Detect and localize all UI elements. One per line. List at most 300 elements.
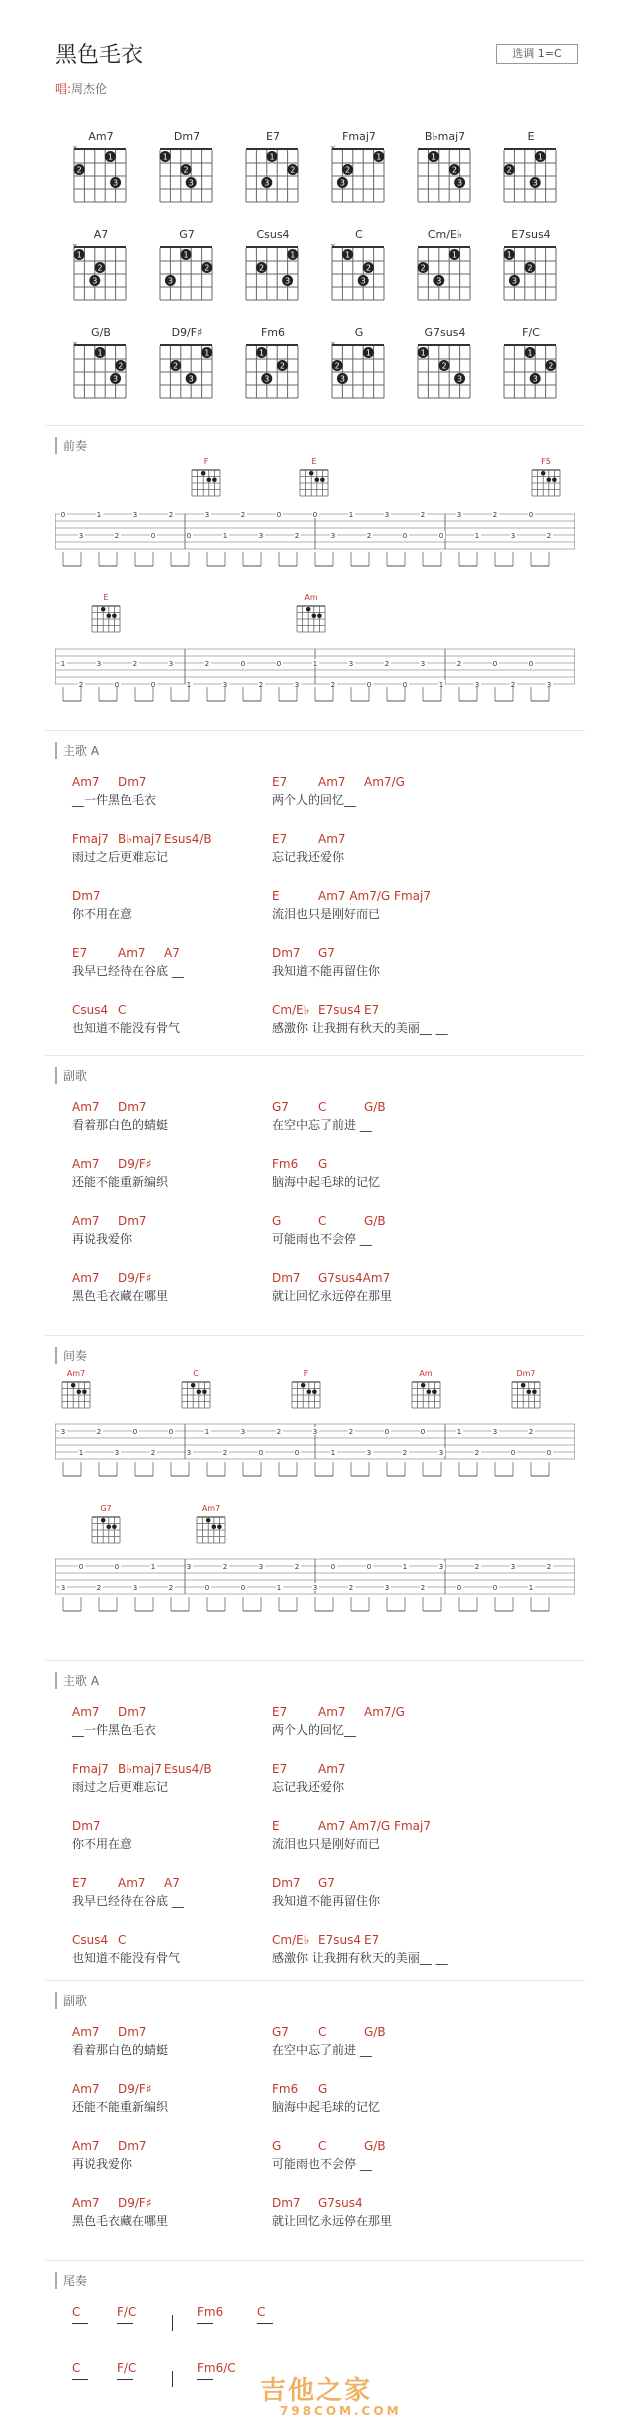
- chord-label[interactable]: E7: [272, 775, 288, 789]
- lyric-line: [72, 1003, 592, 1043]
- mini-fretboard-icon: [190, 468, 222, 498]
- chord-label[interactable]: E7sus4: [318, 1003, 361, 1017]
- chord-label[interactable]: G/B: [364, 1100, 386, 1114]
- lyric-text: 我早已经待在谷底 __: [72, 964, 184, 978]
- mini-fretboard-icon: [195, 1515, 227, 1545]
- svg-text:2: 2: [173, 361, 179, 371]
- lyric-text: 再说我爱你: [72, 1232, 133, 1246]
- chord-label[interactable]: C: [318, 1214, 327, 1228]
- fretboard-icon: [70, 340, 132, 402]
- lyric-line: [72, 832, 592, 872]
- svg-text:3: 3: [420, 660, 426, 668]
- chord-label[interactable]: E7: [364, 1003, 380, 1017]
- chord-label[interactable]: D9/F♯: [118, 1157, 152, 1171]
- chord-label[interactable]: F/C: [117, 2305, 137, 2319]
- svg-text:3: 3: [188, 178, 194, 188]
- svg-text:0: 0: [150, 681, 156, 689]
- fretboard-icon: [500, 242, 562, 304]
- mini-chord-diagram: [410, 1369, 442, 1414]
- chord-diagram[interactable]: [320, 326, 398, 410]
- chord-name: G/B: [91, 326, 111, 339]
- chord-diagram[interactable]: [320, 228, 398, 312]
- mini-chord-name: Am7: [201, 1504, 221, 1513]
- chord-label[interactable]: Fmaj7: [72, 1762, 109, 1776]
- chord-label[interactable]: G: [272, 1214, 282, 1228]
- svg-text:1: 1: [420, 348, 426, 358]
- svg-text:1: 1: [438, 681, 444, 689]
- chord-label[interactable]: E: [272, 889, 280, 903]
- svg-text:1: 1: [451, 250, 457, 260]
- svg-text:1: 1: [290, 250, 296, 260]
- chord-label[interactable]: Am7: [72, 2025, 100, 2039]
- chord-label[interactable]: G7: [318, 946, 335, 960]
- tab-staff: [55, 510, 575, 580]
- chord-label[interactable]: Dm7: [118, 1705, 147, 1719]
- svg-text:2: 2: [96, 1584, 102, 1592]
- svg-text:3: 3: [60, 1584, 66, 1592]
- svg-text:2: 2: [168, 511, 174, 519]
- chord-label[interactable]: Am7: [72, 2196, 100, 2210]
- svg-text:2: 2: [150, 1449, 156, 1457]
- chord-label[interactable]: Fm6: [272, 2082, 299, 2096]
- chord-label[interactable]: C: [318, 1100, 327, 1114]
- chord-label[interactable]: Dm7: [118, 1100, 147, 1114]
- svg-text:1: 1: [348, 511, 354, 519]
- svg-text:2: 2: [402, 1449, 408, 1457]
- chord-label[interactable]: G7sus4: [318, 2196, 363, 2210]
- chord-label[interactable]: E7: [272, 1762, 288, 1776]
- lyric-line: [72, 1762, 592, 1802]
- svg-text:3: 3: [366, 1449, 372, 1457]
- svg-text:3: 3: [532, 374, 538, 384]
- chord-label[interactable]: C: [72, 2305, 81, 2319]
- singer-name[interactable]: 周杰伦: [71, 82, 108, 96]
- chord-diagram[interactable]: [234, 228, 312, 312]
- svg-text:3: 3: [132, 511, 138, 519]
- chord-label[interactable]: F/C: [117, 2361, 137, 2375]
- lyric-text: 忘记我还爱你: [272, 850, 345, 864]
- key-select[interactable]: 选调 1=C: [496, 44, 578, 64]
- fretboard-icon: [156, 340, 218, 402]
- chord-label[interactable]: Dm7: [272, 946, 301, 960]
- chord-label[interactable]: E7sus4: [318, 1933, 361, 1947]
- mini-chord-diagram: [290, 1369, 322, 1414]
- lyric-text: __一件黑色毛衣: [72, 1723, 157, 1737]
- chord-label[interactable]: Esus4/B: [164, 1762, 212, 1776]
- svg-text:3: 3: [113, 178, 119, 188]
- chord-label[interactable]: D9/F♯: [118, 1271, 152, 1285]
- chord-label[interactable]: Dm7: [118, 2139, 147, 2153]
- svg-text:3: 3: [438, 1449, 444, 1457]
- mini-chord-diagram: [530, 457, 562, 502]
- chord-label[interactable]: Dm7: [272, 2196, 301, 2210]
- lyric-text: 感激你 让我拥有秋天的美丽__ __: [272, 1951, 448, 1965]
- beat-dash: [197, 2323, 213, 2324]
- svg-text:3: 3: [532, 178, 538, 188]
- svg-text:2: 2: [76, 165, 82, 175]
- chord-diagram[interactable]: [320, 130, 398, 214]
- chord-diagram[interactable]: [62, 130, 140, 214]
- chord-label[interactable]: D9/F♯: [118, 2082, 152, 2096]
- chord-diagram[interactable]: [148, 130, 226, 214]
- chord-label[interactable]: B♭maj7: [118, 832, 162, 846]
- svg-text:2: 2: [420, 511, 426, 519]
- chord-label[interactable]: E7: [364, 1933, 380, 1947]
- tab-staff-lines: [55, 1420, 575, 1490]
- mini-chord-diagram: [510, 1369, 542, 1414]
- svg-text:3: 3: [456, 511, 462, 519]
- svg-text:3: 3: [188, 374, 194, 384]
- svg-text:2: 2: [345, 165, 351, 175]
- chord-diagram[interactable]: [406, 326, 484, 410]
- beat-dash: [72, 2323, 88, 2324]
- chord-diagram[interactable]: [492, 130, 570, 214]
- svg-text:1: 1: [107, 152, 113, 162]
- lyric-text: 两个人的回忆__: [272, 793, 357, 807]
- lyric-text: 雨过之后更难忘记: [72, 1780, 169, 1794]
- beat-dash: [117, 2323, 133, 2324]
- chord-label[interactable]: Csus4: [72, 1933, 109, 1947]
- svg-text:3: 3: [186, 1563, 192, 1571]
- svg-text:2: 2: [96, 1428, 102, 1436]
- chord-name: Csus4: [256, 228, 290, 241]
- tab-staff: [55, 1420, 575, 1490]
- svg-text:1: 1: [222, 532, 228, 540]
- chord-label[interactable]: C: [318, 2139, 327, 2153]
- svg-text:2: 2: [546, 1563, 552, 1571]
- chord-label[interactable]: G: [272, 2139, 282, 2153]
- svg-text:3: 3: [258, 532, 264, 540]
- chord-label[interactable]: C: [118, 1933, 127, 1947]
- svg-text:3: 3: [186, 1449, 192, 1457]
- fretboard-icon: [500, 340, 562, 402]
- mini-chord-name: E: [103, 593, 109, 602]
- lyric-line: [72, 1933, 592, 1973]
- mini-fretboard-icon: [90, 604, 122, 634]
- svg-text:2: 2: [546, 532, 552, 540]
- chord-label[interactable]: Am7: [72, 775, 100, 789]
- mini-chord-diagram: [60, 1369, 92, 1414]
- svg-text:3: 3: [92, 276, 98, 286]
- chord-label[interactable]: Dm7: [118, 1214, 147, 1228]
- svg-text:0: 0: [186, 532, 192, 540]
- svg-text:1: 1: [259, 348, 265, 358]
- fretboard-icon: [328, 242, 390, 304]
- singer-line: [55, 80, 107, 97]
- chord-label[interactable]: G/B: [364, 1214, 386, 1228]
- lyric-text: 再说我爱你: [72, 2157, 133, 2171]
- tab-staff-lines: [55, 1555, 575, 1625]
- chord-label[interactable]: Fm6/C: [197, 2361, 236, 2375]
- chord-label[interactable]: D9/F♯: [118, 2196, 152, 2210]
- chord-name: G7sus4: [424, 326, 466, 339]
- svg-text:×: ×: [330, 340, 336, 348]
- lyric-line: [72, 889, 592, 929]
- svg-text:3: 3: [264, 374, 270, 384]
- mini-chord-diagram: [298, 457, 330, 502]
- chord-diagram[interactable]: [62, 228, 140, 312]
- fretboard-icon: [414, 242, 476, 304]
- svg-text:3: 3: [78, 532, 84, 540]
- svg-text:0: 0: [114, 1563, 120, 1571]
- chord-label[interactable]: Fm6: [197, 2305, 224, 2319]
- chord-diagram[interactable]: [148, 228, 226, 312]
- chord-label[interactable]: Cm/E♭: [272, 1003, 310, 1017]
- divider: [45, 1335, 585, 1336]
- lyric-text: 可能雨也不会停 __: [272, 1232, 372, 1246]
- svg-text:0: 0: [240, 1584, 246, 1592]
- bar-line: [172, 2371, 173, 2387]
- tab-staff: [55, 1555, 575, 1625]
- svg-text:3: 3: [330, 532, 336, 540]
- svg-text:3: 3: [294, 681, 300, 689]
- chord-label[interactable]: C: [118, 1003, 127, 1017]
- section-chorus: 副歌: [55, 1067, 87, 1084]
- chord-label[interactable]: Am7: [72, 1214, 100, 1228]
- lyric-text: 忘记我还爱你: [272, 1780, 345, 1794]
- svg-text:1: 1: [527, 348, 533, 358]
- chord-label[interactable]: Esus4/B: [164, 832, 212, 846]
- chord-label[interactable]: Am7/G: [364, 775, 405, 789]
- chord-label[interactable]: Am7: [72, 1157, 100, 1171]
- tab-staff-lines: [55, 510, 575, 580]
- chord-label[interactable]: G7: [318, 1876, 335, 1890]
- chord-label[interactable]: G/B: [364, 2025, 386, 2039]
- fretboard-icon: [414, 144, 476, 206]
- mini-chord-name: G7: [100, 1504, 112, 1513]
- svg-text:2: 2: [276, 1428, 282, 1436]
- chord-label[interactable]: Am7: [118, 1876, 146, 1890]
- chord-diagram[interactable]: [406, 130, 484, 214]
- svg-text:3: 3: [285, 276, 291, 286]
- svg-text:0: 0: [150, 532, 156, 540]
- svg-text:2: 2: [528, 1428, 534, 1436]
- chord-label[interactable]: Dm7: [72, 1819, 101, 1833]
- lyric-line: [72, 1214, 592, 1254]
- lyric-text: 还能不能重新编织: [72, 2100, 169, 2114]
- chord-label[interactable]: Csus4: [72, 1003, 109, 1017]
- chord-label[interactable]: G: [318, 2082, 328, 2096]
- svg-text:2: 2: [506, 165, 512, 175]
- mini-chord-name: Am7: [66, 1369, 86, 1378]
- lyric-text: 看着那白色的蜻蜓: [72, 2043, 169, 2057]
- svg-text:3: 3: [457, 374, 463, 384]
- mini-fretboard-icon: [290, 1380, 322, 1410]
- svg-text:2: 2: [348, 1428, 354, 1436]
- svg-text:2: 2: [548, 361, 554, 371]
- chord-label[interactable]: C: [257, 2305, 266, 2319]
- chord-label[interactable]: C: [72, 2361, 81, 2375]
- svg-text:2: 2: [366, 532, 372, 540]
- chord-label[interactable]: G: [318, 1157, 328, 1171]
- chord-label[interactable]: Am7: [72, 2082, 100, 2096]
- svg-text:1: 1: [330, 1449, 336, 1457]
- chord-label[interactable]: Dm7: [118, 2025, 147, 2039]
- chord-label[interactable]: Am7: [318, 832, 346, 846]
- chord-label[interactable]: Am7: [118, 946, 146, 960]
- svg-text:2: 2: [474, 1449, 480, 1457]
- mini-fretboard-icon: [298, 468, 330, 498]
- svg-text:2: 2: [294, 1563, 300, 1571]
- svg-text:0: 0: [258, 1449, 264, 1457]
- fretboard-icon: [242, 340, 304, 402]
- divider: [45, 1660, 585, 1661]
- chord-label[interactable]: Dm7: [272, 1271, 301, 1285]
- chord-label[interactable]: E7: [272, 1705, 288, 1719]
- watermark-sub: 798COM.COM: [280, 2404, 402, 2418]
- svg-text:0: 0: [492, 660, 498, 668]
- svg-text:0: 0: [546, 1449, 552, 1457]
- svg-text:0: 0: [528, 660, 534, 668]
- lyric-text: 黑色毛衣藏在哪里: [72, 2214, 169, 2228]
- chord-name: E: [527, 130, 535, 143]
- svg-text:2: 2: [132, 660, 138, 668]
- chord-label[interactable]: Dm7: [118, 775, 147, 789]
- svg-text:3: 3: [339, 178, 345, 188]
- svg-text:2: 2: [420, 263, 426, 273]
- chord-diagram[interactable]: [148, 326, 226, 410]
- chord-name: C: [355, 228, 363, 241]
- chord-label[interactable]: E7: [272, 832, 288, 846]
- svg-text:2: 2: [474, 1563, 480, 1571]
- fretboard-icon: [328, 340, 390, 402]
- chord-diagram[interactable]: [406, 228, 484, 312]
- lyric-text: 还能不能重新编织: [72, 1175, 169, 1189]
- mini-chord-diagram: [180, 1369, 212, 1414]
- chord-name: E7sus4: [511, 228, 551, 241]
- chord-diagram-grid: [62, 130, 582, 420]
- lyric-text: 我早已经待在谷底 __: [72, 1894, 184, 1908]
- svg-text:3: 3: [436, 276, 442, 286]
- lyric-line: [72, 1876, 592, 1916]
- svg-text:1: 1: [474, 532, 480, 540]
- chord-label[interactable]: E7: [72, 1876, 88, 1890]
- chord-label[interactable]: Dm7: [72, 889, 101, 903]
- svg-text:1: 1: [376, 152, 382, 162]
- mini-chord-diagram: [195, 1504, 227, 1549]
- chord-label[interactable]: E7: [72, 946, 88, 960]
- svg-text:2: 2: [204, 660, 210, 668]
- chord-label[interactable]: E: [272, 1819, 280, 1833]
- mini-chord-name: Dm7: [516, 1369, 536, 1378]
- svg-text:3: 3: [348, 660, 354, 668]
- svg-text:0: 0: [402, 532, 408, 540]
- mini-fretboard-icon: [295, 604, 327, 634]
- svg-text:0: 0: [438, 532, 444, 540]
- chord-label[interactable]: C: [318, 2025, 327, 2039]
- section-interlude: 间奏: [55, 1347, 87, 1364]
- svg-text:0: 0: [528, 511, 534, 519]
- chord-label[interactable]: Am7: [72, 1271, 100, 1285]
- lyric-text: 流泪也只是刚好而已: [272, 1837, 381, 1851]
- chord-label[interactable]: A7: [164, 946, 180, 960]
- lyric-text: 你不用在意: [72, 1837, 133, 1851]
- lyric-text: 你不用在意: [72, 907, 133, 921]
- svg-text:1: 1: [269, 152, 275, 162]
- chord-label[interactable]: Fm6: [272, 1157, 299, 1171]
- svg-text:×: ×: [72, 242, 78, 250]
- chord-label[interactable]: Am7: [318, 1762, 346, 1776]
- svg-text:3: 3: [510, 1563, 516, 1571]
- chord-label[interactable]: Am7: [318, 775, 346, 789]
- divider: [45, 1055, 585, 1056]
- chord-label[interactable]: Am7/G: [364, 1705, 405, 1719]
- chord-label[interactable]: Am7: [72, 2139, 100, 2153]
- chord-label[interactable]: G7sus4Am7: [318, 1271, 391, 1285]
- fretboard-icon: [156, 144, 218, 206]
- chord-name: Fm6: [260, 326, 286, 339]
- chord-diagram[interactable]: [62, 326, 140, 410]
- svg-text:3: 3: [492, 1428, 498, 1436]
- mini-chord-name: Am: [304, 593, 318, 602]
- svg-text:3: 3: [384, 511, 390, 519]
- svg-text:1: 1: [431, 152, 437, 162]
- svg-text:1: 1: [506, 250, 512, 260]
- mini-chord-name: F5: [541, 457, 551, 466]
- chord-label[interactable]: Am7 Am7/G Fmaj7: [318, 1819, 431, 1833]
- mini-chord-name: Am: [419, 1369, 433, 1378]
- chord-diagram[interactable]: [234, 130, 312, 214]
- chord-name: Fmaj7: [342, 130, 376, 143]
- svg-text:2: 2: [492, 511, 498, 519]
- singer-label: 唱:: [55, 82, 72, 96]
- chord-label[interactable]: Cm/E♭: [272, 1933, 310, 1947]
- svg-text:1: 1: [60, 660, 66, 668]
- chord-label[interactable]: G7: [272, 2025, 289, 2039]
- svg-text:×: ×: [72, 144, 78, 152]
- chord-label[interactable]: Am7: [72, 1100, 100, 1114]
- chord-label[interactable]: B♭maj7: [118, 1762, 162, 1776]
- lyric-line: [72, 1819, 592, 1859]
- chord-label[interactable]: G7: [272, 1100, 289, 1114]
- chord-label[interactable]: A7: [164, 1876, 180, 1890]
- section-verse-a: 主歌 A: [55, 742, 99, 759]
- svg-text:0: 0: [366, 1563, 372, 1571]
- svg-text:0: 0: [114, 681, 120, 689]
- bar-line: [172, 2315, 173, 2331]
- chord-name: Cm/E♭: [427, 228, 463, 241]
- chord-name: G: [354, 326, 364, 339]
- svg-text:2: 2: [240, 511, 246, 519]
- chord-label[interactable]: G/B: [364, 2139, 386, 2153]
- svg-text:2: 2: [420, 1584, 426, 1592]
- chord-label[interactable]: Am7: [318, 1705, 346, 1719]
- chord-label[interactable]: Dm7: [272, 1876, 301, 1890]
- svg-text:0: 0: [60, 511, 66, 519]
- lyric-text: 脑海中起毛球的记忆: [272, 2100, 381, 2114]
- svg-text:3: 3: [264, 178, 270, 188]
- svg-text:2: 2: [78, 681, 84, 689]
- mini-fretboard-icon: [180, 1380, 212, 1410]
- chord-label[interactable]: Fmaj7: [72, 832, 109, 846]
- chord-diagram[interactable]: [492, 326, 570, 410]
- fretboard-icon: [500, 144, 562, 206]
- svg-text:3: 3: [132, 1584, 138, 1592]
- mini-chord-diagram: [90, 593, 122, 638]
- chord-diagram[interactable]: [234, 326, 312, 410]
- svg-text:3: 3: [167, 276, 173, 286]
- lyric-text: 也知道不能没有骨气: [72, 1951, 181, 1965]
- svg-text:2: 2: [183, 165, 189, 175]
- chord-label[interactable]: Am7: [72, 1705, 100, 1719]
- chord-diagram[interactable]: [492, 228, 570, 312]
- svg-text:3: 3: [474, 681, 480, 689]
- svg-text:0: 0: [420, 1428, 426, 1436]
- lyric-text: __一件黑色毛衣: [72, 793, 157, 807]
- lyric-line: [72, 1157, 592, 1197]
- chord-label[interactable]: Am7 Am7/G Fmaj7: [318, 889, 431, 903]
- svg-text:3: 3: [384, 1584, 390, 1592]
